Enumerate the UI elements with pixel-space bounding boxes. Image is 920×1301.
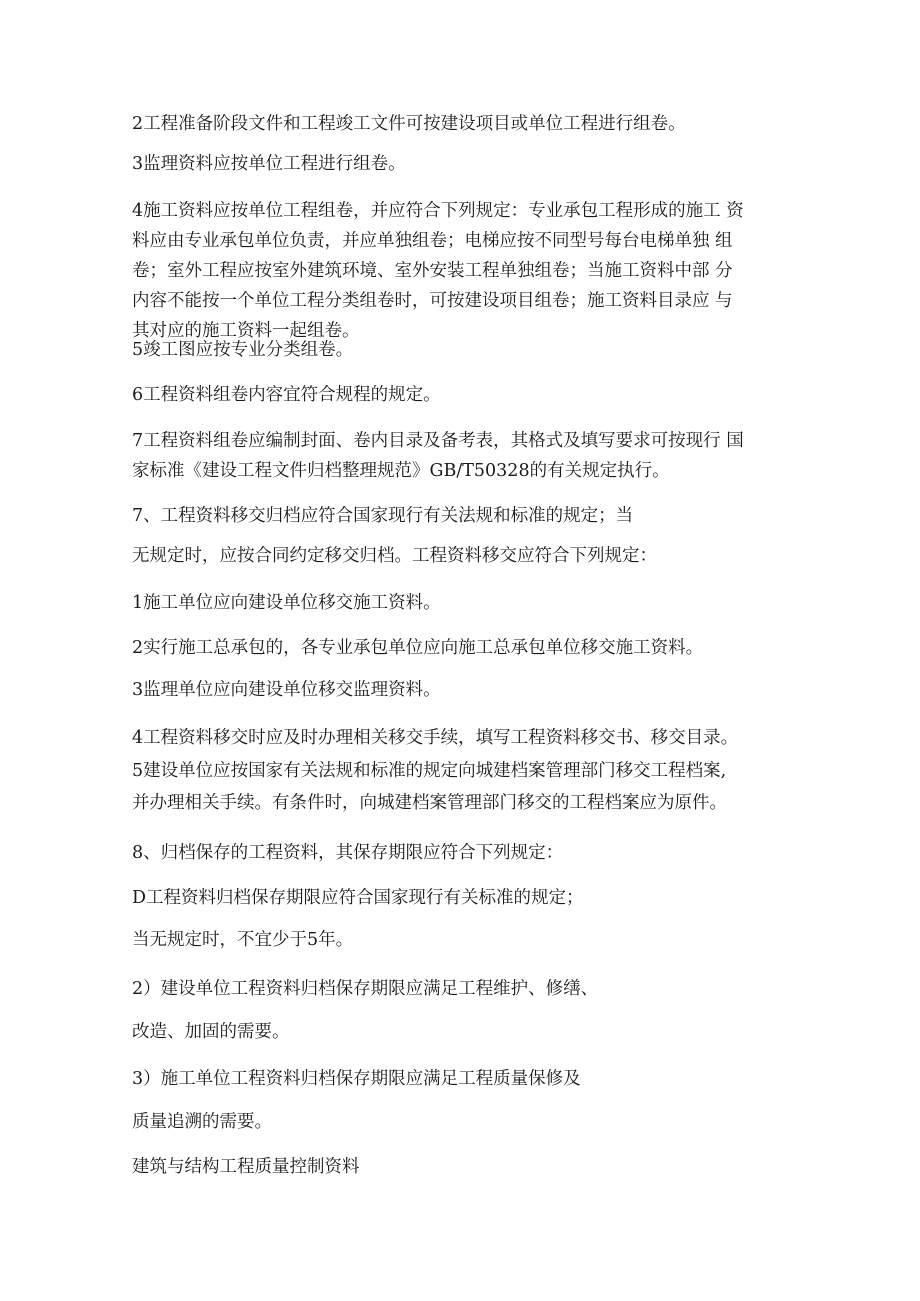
paragraph-line: 卷；室外工程应按室外建筑环境、室外安装工程单独组卷；当施工资料中部 分	[132, 261, 733, 281]
list-item-d: D工程资料归档保存期限应符合国家现行有关标准的规定；	[132, 888, 584, 908]
list-item-2-paren-continuation: 改造、加固的需要。	[132, 1022, 290, 1042]
list-item-1: 1施工单位应向建设单位移交施工资料。	[132, 593, 441, 613]
list-item-4: 4工程资料移交时应及时办理相关移交手续，填写工程资料移交书、移交目录。	[132, 728, 739, 748]
section-heading-7: 7、工程资料移交归档应符合国家现行有关法规和标准的规定；当	[132, 506, 634, 526]
paragraph-item-7	[132, 426, 792, 486]
paragraph-item-4	[132, 196, 792, 346]
paragraph-line: 家标准《建设工程文件归档整理规范》GB/T50328的有关规定执行。	[132, 461, 670, 481]
paragraph-line: 其对应的施工资料一起组卷。	[132, 321, 360, 341]
paragraph-line: 4施工资料应按单位工程组卷，并应符合下列规定：专业承包工程形成的施工 资	[132, 201, 744, 221]
paragraph-line: 7工程资料组卷应编制封面、卷内目录及备考表，其格式及填写要求可按现行 国	[132, 431, 744, 451]
section-title: 建筑与结构工程质量控制资料	[132, 1157, 360, 1177]
paragraph-line: 料应由专业承包单位负责，并应单独组卷；电梯应按不同型号每台电梯单独 组	[132, 231, 733, 251]
list-item-2-paren: 2）建设单位工程资料归档保存期限应满足工程维护、修缮、	[132, 979, 599, 999]
list-item-2: 2实行施工总承包的，各专业承包单位应向施工总承包单位移交施工资料。	[132, 638, 704, 658]
paragraph-line: 内容不能按一个单位工程分类组卷时，可按建设项目组卷；施工资料目录应 与	[132, 291, 733, 311]
section-heading-8: 8、归档保存的工程资料，其保存期限应符合下列规定：	[132, 843, 564, 863]
paragraph-continuation: 无规定时，应按合同约定移交归档。工程资料移交应符合下列规定：	[132, 546, 657, 566]
paragraph-item-5: 5竣工图应按专业分类组卷。	[132, 340, 354, 360]
list-item-3-paren-continuation: 质量追溯的需要。	[132, 1112, 272, 1132]
list-item-d-continuation: 当无规定时，不宜少于5年。	[132, 930, 354, 950]
list-item-5: 5建设单位应按国家有关法规和标准的规定向城建档案管理部门移交工程档案,	[132, 761, 727, 781]
list-item-3: 3监理单位应向建设单位移交监理资料。	[132, 680, 441, 700]
list-item-3-paren: 3）施工单位工程资料归档保存期限应满足工程质量保修及	[132, 1069, 581, 1089]
paragraph-item-6: 6工程资料组卷内容宜符合规程的规定。	[132, 385, 441, 405]
paragraph-item-3: 3监理资料应按单位工程进行组卷。	[132, 154, 406, 174]
paragraph-item-2: 2工程准备阶段文件和工程竣工文件可按建设项目或单位工程进行组卷。	[132, 114, 686, 134]
list-item-5-continuation: 并办理相关手续。有条件时，向城建档案管理部门移交的工程档案应为原件。	[132, 793, 727, 813]
